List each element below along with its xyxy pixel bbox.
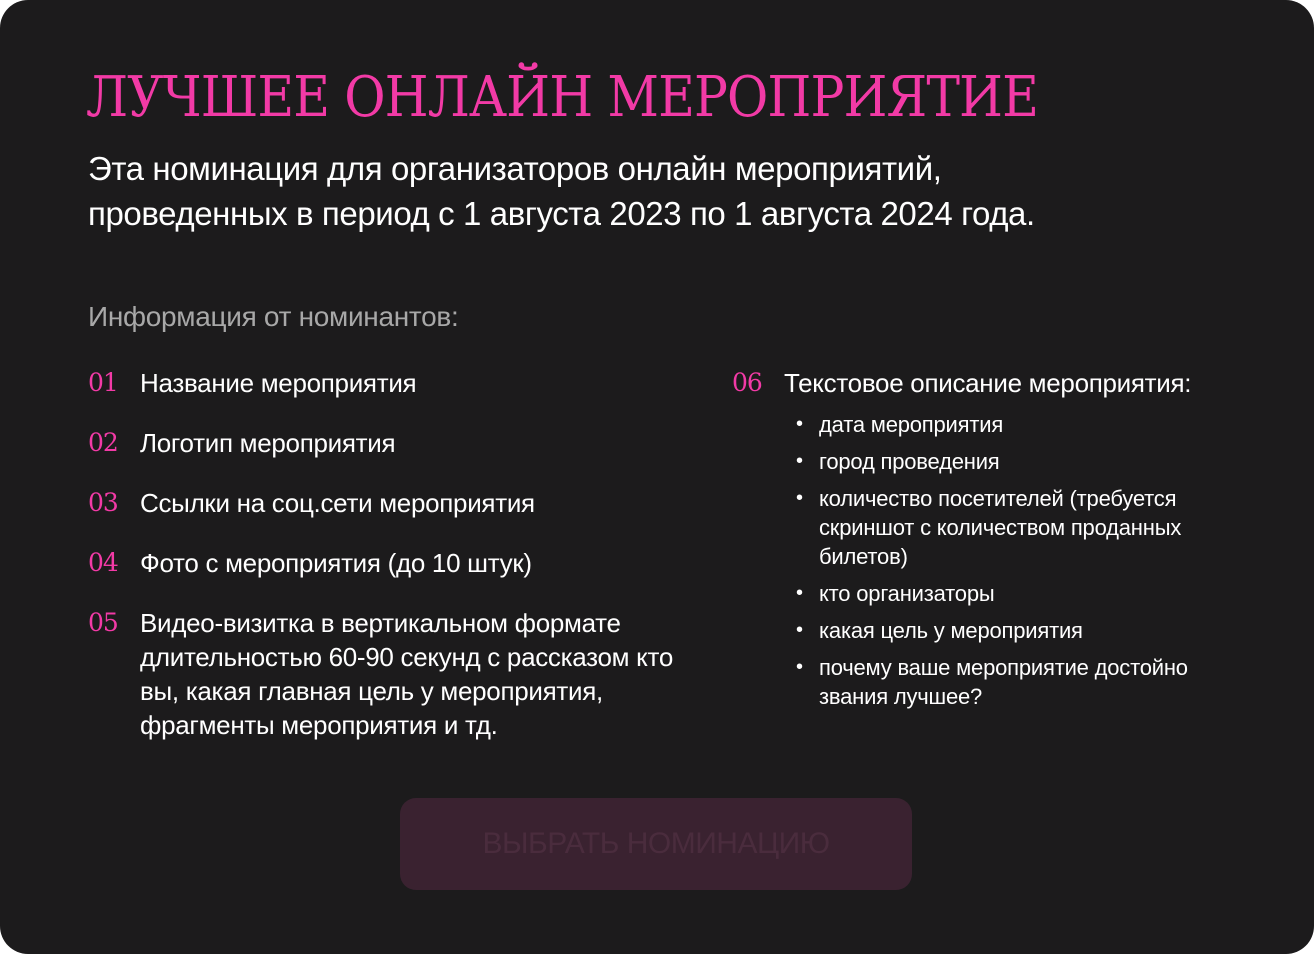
sub-item-text: город проведения (819, 449, 1000, 474)
description-line-1: Эта номинация для организаторов онлайн мероприятий, (88, 150, 942, 187)
choose-nomination-button[interactable]: ВЫБРАТЬ НОМИНАЦИЮ (400, 798, 912, 890)
item-text: Видео-визитка в вертикальном формате длительностью 60-90 секунд с рассказом кто вы, какая главная цель у мероприятия, фрагменты мероприятия и тд. (140, 608, 673, 740)
item-text: Текстовое описание мероприятия: (784, 368, 1192, 398)
list-item (88, 486, 708, 520)
info-section-label: Информация от номинантов: (88, 301, 459, 332)
sub-list-item (796, 579, 1236, 608)
requirements-list (88, 366, 708, 768)
bullet-icon: • (796, 487, 803, 509)
bullet-icon: • (796, 450, 803, 472)
description-line-2: проведенных в период с 1 августа 2023 по 1 августа 2024 года. (88, 195, 1035, 232)
item-text: Название мероприятия (140, 368, 417, 398)
sub-item-text: количество посетителей (требуется скриншот с количеством проданных билетов) (819, 486, 1182, 569)
nomination-description (88, 146, 1238, 236)
description-sub-list (796, 410, 1236, 711)
item-number: 05 (88, 608, 118, 637)
sub-list-item (796, 653, 1236, 711)
page-title: ЛУЧШЕЕ ОНЛАЙН МЕРОПРИЯТИЕ (86, 65, 1038, 130)
item-text: Логотип мероприятия (140, 428, 396, 458)
item-number: 02 (88, 428, 118, 457)
bullet-icon: • (796, 413, 803, 435)
sub-list-item (796, 447, 1236, 476)
item-number: 04 (88, 548, 118, 577)
bullet-icon: • (796, 619, 803, 641)
list-item (88, 606, 708, 742)
text-description-section (732, 366, 1292, 719)
list-item (88, 366, 708, 400)
sub-item-text: почему ваше мероприятие достойно звания лучшее? (819, 655, 1188, 709)
bullet-icon: • (796, 656, 803, 678)
list-item (88, 426, 708, 460)
sub-list-item (796, 410, 1236, 439)
sub-list-item (796, 484, 1236, 571)
sub-item-text: какая цель у мероприятия (819, 618, 1083, 643)
item-number: 01 (88, 368, 118, 397)
list-item (732, 366, 1292, 400)
bullet-icon: • (796, 582, 803, 604)
item-number: 06 (732, 368, 762, 397)
sub-item-text: дата мероприятия (819, 412, 1004, 437)
item-text: Фото с мероприятия (до 10 штук) (140, 548, 532, 578)
item-number: 03 (88, 488, 118, 517)
sub-item-text: кто организаторы (819, 581, 995, 606)
list-item (88, 546, 708, 580)
item-text: Ссылки на соц.сети мероприятия (140, 488, 535, 518)
sub-list-item (796, 616, 1236, 645)
